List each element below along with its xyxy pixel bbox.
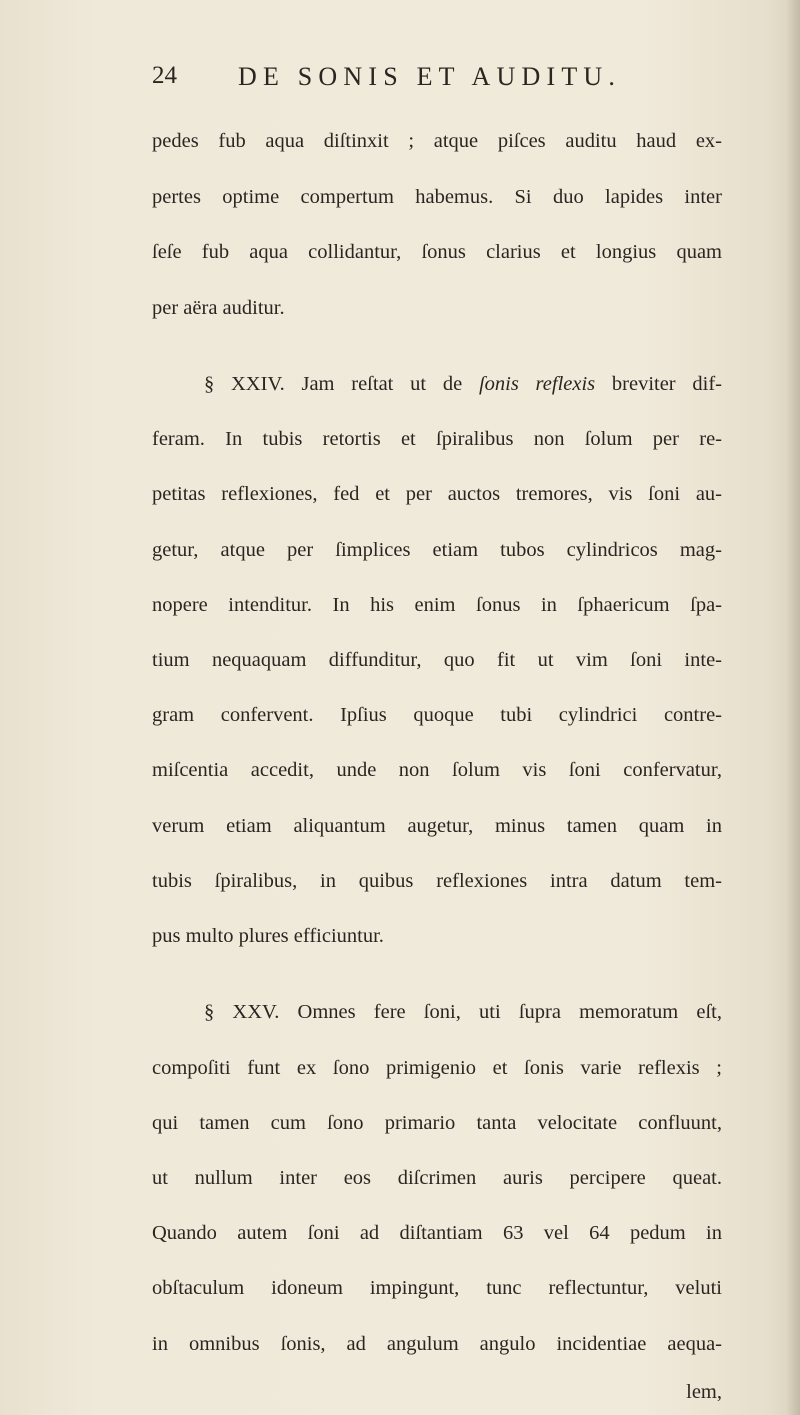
text-line: ſeſe fub aqua collidantur, ſonus clarius et longius quam bbox=[152, 241, 722, 264]
text-line: feram. In tubis retortis et ſpiralibus non ſolum per re- bbox=[152, 428, 722, 451]
text-line: per aëra auditur. bbox=[152, 296, 285, 319]
running-head: DE SONIS ET AUDITU. bbox=[238, 62, 622, 91]
text-line: in omnibus ſonis, ad angulum angulo incidentiae aequa- bbox=[152, 1332, 722, 1355]
text-line: tium nequaquam diffunditur, quo fit ut vim ſoni inte- bbox=[152, 648, 722, 671]
text-line: gram confervent. Ipſius quoque tubi cylindrici contre- bbox=[152, 704, 722, 727]
text-line: miſcentia accedit, unde non ſolum vis ſoni confervatur, bbox=[152, 759, 722, 782]
text-line: obſtaculum idoneum impingunt, tunc reflectuntur, veluti bbox=[152, 1277, 722, 1300]
text-segment: breviter dif- bbox=[595, 373, 722, 396]
page-edge-shadow bbox=[786, 0, 800, 1415]
text-line: Quando autem ſoni ad diſtantiam 63 vel 64 pedum in bbox=[152, 1222, 722, 1245]
italic-phrase: ſonis reflexis bbox=[478, 373, 596, 396]
section-xxv-first-line: § XXV. Omnes fere ſoni, uti ſupra memoratum eſt, bbox=[204, 1001, 722, 1024]
text-line: pus multo plures efficiuntur. bbox=[152, 924, 384, 947]
catchword: lem, bbox=[686, 1381, 722, 1403]
text-line: compoſiti funt ex ſono primigenio et ſonis varie reflexis ; bbox=[152, 1056, 722, 1079]
text-line: tubis ſpiralibus, in quibus reflexiones intra datum tem- bbox=[152, 869, 722, 892]
text-line: petitas reflexiones, fed et per auctos tremores, vis ſoni au- bbox=[152, 483, 722, 506]
page-header bbox=[152, 62, 712, 98]
text-segment: § XXIV. Jam reſtat ut de bbox=[204, 373, 479, 396]
text-line: ut nullum inter eos diſcrimen auris percipere queat. bbox=[152, 1167, 722, 1189]
text-line: verum etiam aliquantum augetur, minus tamen quam in bbox=[152, 814, 722, 837]
text-line: pertes optime compertum habemus. Si duo lapides inter bbox=[152, 186, 722, 209]
text-line: qui tamen cum ſono primario tanta velocitate confluunt, bbox=[152, 1111, 722, 1134]
text-line: getur, atque per ſimplices etiam tubos cylindricos mag- bbox=[152, 538, 722, 561]
page-number: 24 bbox=[152, 62, 177, 89]
text-line: nopere intenditur. In his enim ſonus in ſphaericum ſpa- bbox=[152, 593, 722, 616]
text-line: pedes fub aqua diſtinxit ; atque piſces auditu haud ex- bbox=[152, 130, 722, 152]
section-xxiv-first-line bbox=[204, 371, 722, 397]
